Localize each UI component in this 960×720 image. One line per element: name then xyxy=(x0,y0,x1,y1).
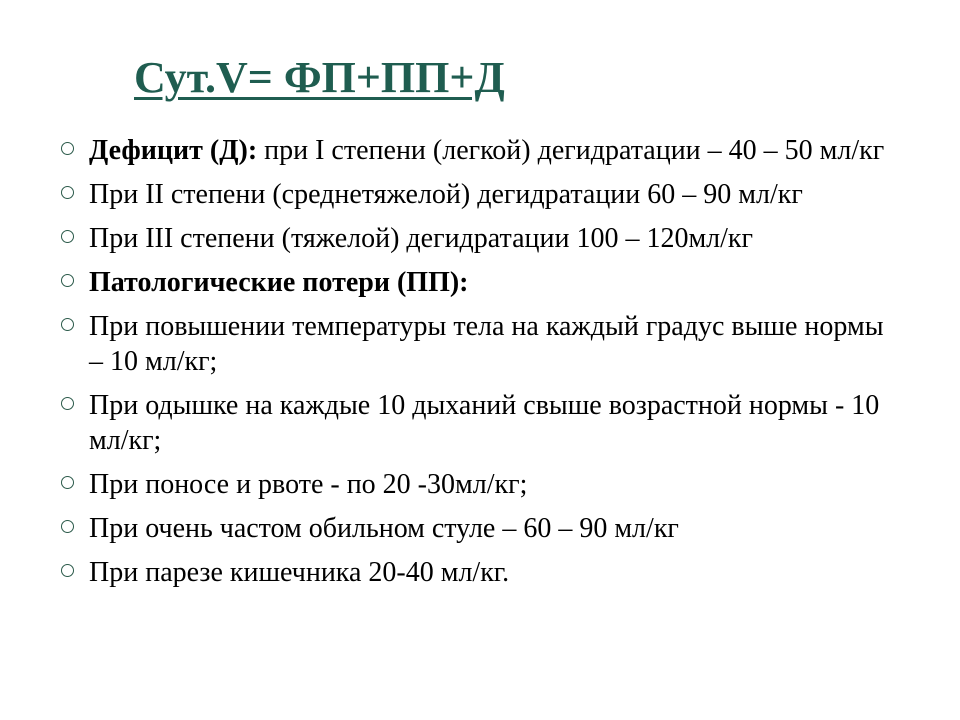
bullet-bold-text: Патологические потери (ПП): xyxy=(89,267,469,298)
bullet-item xyxy=(56,388,896,458)
bullet-item xyxy=(56,467,896,502)
circle-bullet-icon xyxy=(61,186,74,199)
circle-bullet-icon xyxy=(61,142,74,155)
bullet-item xyxy=(56,133,896,168)
circle-bullet-icon xyxy=(61,318,74,331)
circle-bullet-icon xyxy=(61,274,74,287)
bullet-item xyxy=(56,309,896,379)
bullet-text: При поносе и рвоте - по 20 -30мл/кг; xyxy=(89,469,528,500)
bullet-item xyxy=(56,221,896,256)
bullet-text: При одышке на каждые 10 дыханий свыше возрастной нормы - 10 мл/кг; xyxy=(89,390,880,456)
circle-bullet-icon xyxy=(61,520,74,533)
circle-bullet-icon xyxy=(61,476,74,489)
circle-bullet-icon xyxy=(61,564,74,577)
bullet-text: При III степени (тяжелой) дегидратации 100 – 120мл/кг xyxy=(89,223,754,254)
bullet-item xyxy=(56,511,896,546)
bullet-item xyxy=(56,555,896,590)
bullet-item xyxy=(56,177,896,212)
bullet-text: При повышении температуры тела на каждый градус выше нормы – 10 мл/кг; xyxy=(89,311,884,377)
bullet-list xyxy=(56,133,896,599)
circle-bullet-icon xyxy=(61,397,74,410)
bullet-text: При очень частом обильном стуле – 60 – 90 мл/кг xyxy=(89,513,679,544)
bullet-bold-text: Дефицит (Д): xyxy=(89,135,258,166)
circle-bullet-icon xyxy=(61,230,74,243)
bullet-item xyxy=(56,265,896,300)
bullet-text: при I степени (легкой) дегидратации – 40 – 50 мл/кг xyxy=(257,135,885,166)
bullet-text: При II степени (среднетяжелой) дегидратации 60 – 90 мл/кг xyxy=(89,179,803,210)
slide-title: Сут.V= ФП+ПП+Д xyxy=(134,53,505,102)
bullet-text: При парезе кишечника 20-40 мл/кг. xyxy=(89,557,510,588)
